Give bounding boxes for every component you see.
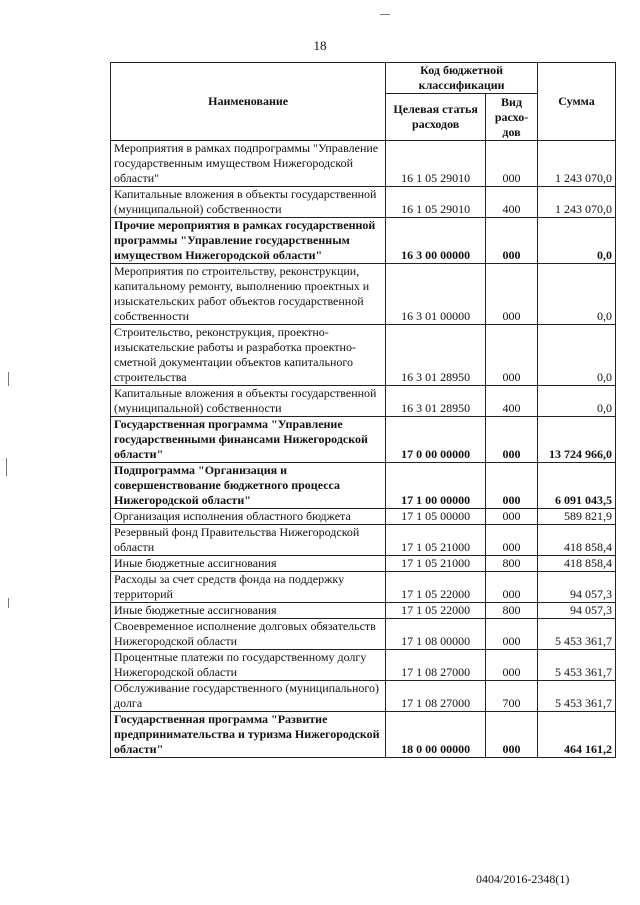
cell-cs: 16 3 01 00000	[386, 264, 486, 325]
cell-cs: 17 1 05 21000	[386, 525, 486, 556]
cell-cs: 17 1 08 00000	[386, 619, 486, 650]
cell-sum: 5 453 361,7	[538, 650, 616, 681]
cell-name: Строительство, реконструкция, проектно-изыскательские работы и разработка проектно-сметной документации объектов капитального строительства	[111, 325, 386, 386]
cell-name: Резервный фонд Правительства Нижегородской области	[111, 525, 386, 556]
cell-cs: 17 1 05 21000	[386, 556, 486, 572]
cell-vr: 000	[486, 325, 538, 386]
cell-vr: 000	[486, 525, 538, 556]
budget-table	[110, 62, 616, 758]
cell-cs: 16 3 01 28950	[386, 386, 486, 417]
cell-name: Капитальные вложения в объекты государственной (муниципальной) собственности	[111, 187, 386, 218]
cell-name: Мероприятия в рамках подпрограммы "Управление государственным имуществом Нижегородской области"	[111, 141, 386, 187]
table-body	[111, 141, 616, 758]
table-row	[111, 417, 616, 463]
cell-vr: 000	[486, 619, 538, 650]
cell-name: Организация исполнения областного бюджета	[111, 509, 386, 525]
cell-name: Расходы за счет средств фонда на поддержку территорий	[111, 572, 386, 603]
cell-cs: 17 1 08 27000	[386, 650, 486, 681]
cell-cs: 16 3 01 28950	[386, 325, 486, 386]
cell-sum: 464 161,2	[538, 712, 616, 758]
cell-sum: 94 057,3	[538, 603, 616, 619]
cell-vr: 000	[486, 264, 538, 325]
cell-vr: 000	[486, 417, 538, 463]
cell-sum: 589 821,9	[538, 509, 616, 525]
cell-name: Процентные платежи по государственному долгу Нижегородской области	[111, 650, 386, 681]
cell-cs: 18 0 00 00000	[386, 712, 486, 758]
scan-mark	[380, 14, 390, 15]
header-code-group: Код бюджетной классификации	[386, 63, 538, 94]
cell-sum: 1 243 070,0	[538, 187, 616, 218]
cell-vr: 800	[486, 556, 538, 572]
table-row	[111, 141, 616, 187]
cell-vr: 000	[486, 141, 538, 187]
cell-vr: 000	[486, 218, 538, 264]
table-row	[111, 386, 616, 417]
cell-vr: 000	[486, 650, 538, 681]
cell-cs: 17 1 05 22000	[386, 603, 486, 619]
cell-name: Мероприятия по строительству, реконструкции, капитальному ремонту, выполнению проектных и изыскательских работ объектов государственной собственности	[111, 264, 386, 325]
scan-mark	[8, 598, 9, 608]
cell-cs: 17 0 00 00000	[386, 417, 486, 463]
cell-name: Государственная программа "Развитие предпринимательства и туризма Нижегородской области"	[111, 712, 386, 758]
table-row	[111, 619, 616, 650]
cell-sum: 0,0	[538, 386, 616, 417]
table-row	[111, 525, 616, 556]
table-row	[111, 572, 616, 603]
cell-vr: 400	[486, 187, 538, 218]
cell-vr: 400	[486, 386, 538, 417]
table-row	[111, 463, 616, 509]
cell-name: Капитальные вложения в объекты государственной (муниципальной) собственности	[111, 386, 386, 417]
cell-vr: 700	[486, 681, 538, 712]
cell-cs: 16 1 05 29010	[386, 141, 486, 187]
table-row	[111, 650, 616, 681]
table-row	[111, 325, 616, 386]
cell-cs: 16 1 05 29010	[386, 187, 486, 218]
cell-sum: 94 057,3	[538, 572, 616, 603]
cell-cs: 17 1 05 00000	[386, 509, 486, 525]
header-expense-type: Вид расхо-дов	[486, 94, 538, 141]
cell-vr: 000	[486, 572, 538, 603]
cell-sum: 5 453 361,7	[538, 681, 616, 712]
cell-name: Подпрограмма "Организация и совершенствование бюджетного процесса Нижегородской области"	[111, 463, 386, 509]
cell-cs: 16 3 00 00000	[386, 218, 486, 264]
cell-cs: 17 1 08 27000	[386, 681, 486, 712]
cell-sum: 5 453 361,7	[538, 619, 616, 650]
cell-name: Государственная программа "Управление государственными финансами Нижегородской области"	[111, 417, 386, 463]
cell-sum: 6 091 043,5	[538, 463, 616, 509]
scan-mark	[8, 372, 9, 386]
cell-name: Иные бюджетные ассигнования	[111, 603, 386, 619]
cell-name: Обслуживание государственного (муниципального) долга	[111, 681, 386, 712]
cell-sum: 418 858,4	[538, 556, 616, 572]
cell-sum: 0,0	[538, 264, 616, 325]
cell-sum: 0,0	[538, 218, 616, 264]
document-code: 0404/2016-2348(1)	[476, 872, 570, 886]
cell-sum: 1 243 070,0	[538, 141, 616, 187]
cell-vr: 000	[486, 712, 538, 758]
table-row	[111, 681, 616, 712]
scan-mark	[6, 458, 7, 476]
cell-name: Своевременное исполнение долговых обязательств Нижегородской области	[111, 619, 386, 650]
header-amount: Сумма	[538, 63, 616, 141]
table-row	[111, 556, 616, 572]
cell-vr: 000	[486, 463, 538, 509]
table-row	[111, 603, 616, 619]
cell-vr: 000	[486, 509, 538, 525]
cell-cs: 17 1 00 00000	[386, 463, 486, 509]
cell-sum: 13 724 966,0	[538, 417, 616, 463]
cell-sum: 0,0	[538, 325, 616, 386]
table-row	[111, 218, 616, 264]
cell-name: Прочие мероприятия в рамках государственной программы "Управление государственным имуществом Нижегородской области"	[111, 218, 386, 264]
table-row	[111, 264, 616, 325]
cell-cs: 17 1 05 22000	[386, 572, 486, 603]
cell-name: Иные бюджетные ассигнования	[111, 556, 386, 572]
table-row	[111, 712, 616, 758]
header-name: Наименование	[111, 63, 386, 141]
cell-vr: 800	[486, 603, 538, 619]
cell-sum: 418 858,4	[538, 525, 616, 556]
page-number: 18	[313, 38, 327, 53]
table-row	[111, 187, 616, 218]
header-target-article: Целевая статья расходов	[386, 94, 486, 141]
table-row	[111, 509, 616, 525]
